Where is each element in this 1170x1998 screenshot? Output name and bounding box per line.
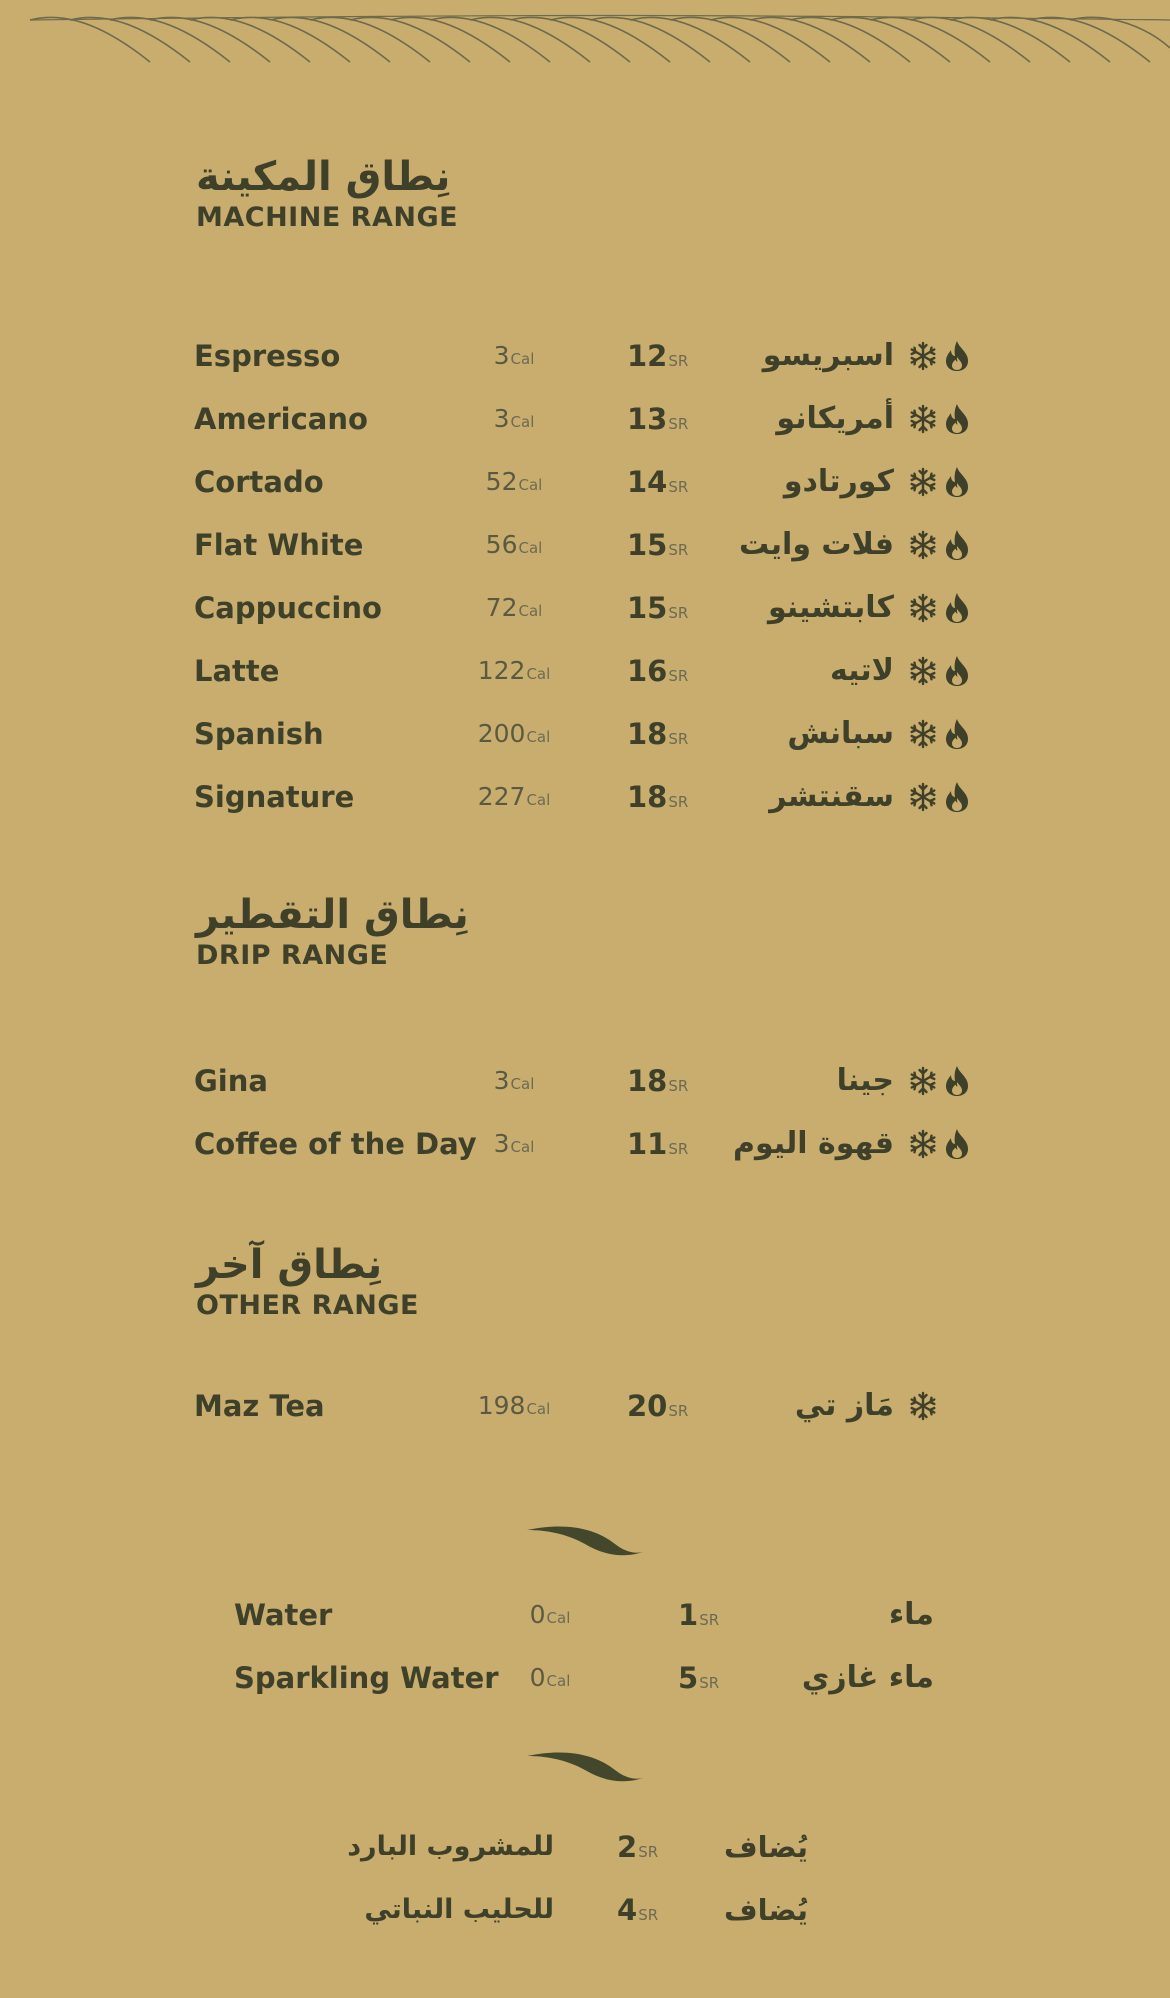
item-calories xyxy=(474,583,554,636)
currency-unit: SR xyxy=(668,604,689,622)
flame-icon xyxy=(944,529,970,561)
menu-item-row xyxy=(0,520,1170,570)
price-value: 20 xyxy=(627,1389,668,1423)
item-calories xyxy=(474,772,554,825)
item-price xyxy=(678,1653,719,1708)
flame-icon xyxy=(944,655,970,687)
calorie-unit: Cal xyxy=(546,1672,571,1690)
item-name-en: Water xyxy=(234,1598,333,1632)
calorie-unit: Cal xyxy=(518,476,543,494)
item-name-ar: جينا xyxy=(836,1063,894,1098)
menu-item-row xyxy=(0,646,1170,696)
calorie-unit: Cal xyxy=(518,602,543,620)
snowflake-icon xyxy=(908,404,938,434)
rope-border xyxy=(0,0,1170,80)
menu-item-row xyxy=(0,709,1170,759)
item-calories xyxy=(474,1119,554,1172)
snowflake-icon xyxy=(908,656,938,686)
item-name-en: Flat White xyxy=(194,528,364,562)
calorie-value: 198 xyxy=(477,1391,526,1420)
swoosh-divider xyxy=(525,1748,645,1788)
section-title-drip xyxy=(196,890,469,972)
price-value: 16 xyxy=(627,654,668,688)
temperature-icons xyxy=(908,1119,978,1169)
temperature-icons xyxy=(908,1381,978,1431)
item-calories xyxy=(474,646,554,699)
addon-label: يُضاف xyxy=(723,1893,808,1927)
calorie-unit: Cal xyxy=(510,413,535,431)
calorie-value: 3 xyxy=(493,1066,510,1095)
temperature-icons xyxy=(908,331,978,381)
item-calories xyxy=(510,1653,590,1706)
item-calories xyxy=(474,1056,554,1109)
currency-unit: SR xyxy=(699,1611,720,1629)
currency-unit: SR xyxy=(668,478,689,496)
temperature-icons xyxy=(908,772,978,822)
section-title-en: OTHER RANGE xyxy=(196,1290,419,1321)
section-title-other xyxy=(196,1240,419,1322)
item-price xyxy=(627,520,688,575)
calorie-unit: Cal xyxy=(510,350,535,368)
currency-unit: SR xyxy=(668,667,689,685)
item-name-en: Sparkling Water xyxy=(234,1661,499,1695)
flame-icon xyxy=(944,1128,970,1160)
calorie-value: 200 xyxy=(477,719,526,748)
item-name-en: Spanish xyxy=(194,717,324,751)
menu-item-row xyxy=(0,772,1170,822)
snowflake-icon xyxy=(908,593,938,623)
calorie-value: 56 xyxy=(485,530,518,559)
price-value: 12 xyxy=(627,339,668,373)
flame-icon xyxy=(944,592,970,624)
currency-unit: SR xyxy=(668,541,689,559)
temperature-icons xyxy=(908,1056,978,1106)
item-name-en: Americano xyxy=(194,402,368,436)
snowflake-icon xyxy=(908,1129,938,1159)
item-name-ar: لاتيه xyxy=(829,653,894,688)
menu-item-row xyxy=(0,457,1170,507)
calorie-value: 0 xyxy=(529,1600,546,1629)
section-title-machine xyxy=(196,152,458,234)
section-title-ar: نِطاق التقطير xyxy=(196,892,469,938)
flame-icon xyxy=(944,781,970,813)
currency-unit: SR xyxy=(668,793,689,811)
item-name-ar: اسبريسو xyxy=(762,338,894,373)
price-value: 2 xyxy=(617,1830,638,1864)
item-name-en: Gina xyxy=(194,1064,268,1098)
currency-unit: SR xyxy=(638,1906,659,1924)
item-price xyxy=(627,394,688,449)
item-name-ar: سقنتشر xyxy=(769,779,894,814)
swoosh-divider xyxy=(525,1522,645,1562)
price-value: 18 xyxy=(627,780,668,814)
section-title-en: DRIP RANGE xyxy=(196,940,389,971)
item-name-en: Espresso xyxy=(194,339,341,373)
item-name-ar: أمريكانو xyxy=(776,401,894,436)
calorie-value: 3 xyxy=(493,341,510,370)
calorie-value: 3 xyxy=(493,404,510,433)
menu-item-row xyxy=(0,583,1170,633)
snowflake-icon xyxy=(908,341,938,371)
menu-item-row xyxy=(0,1056,1170,1106)
menu-item-row xyxy=(0,1653,1170,1703)
item-name-ar: ماء xyxy=(888,1597,934,1632)
flame-icon xyxy=(944,403,970,435)
item-calories xyxy=(474,709,554,762)
item-calories xyxy=(474,331,554,384)
currency-unit: SR xyxy=(668,1140,689,1158)
calorie-unit: Cal xyxy=(510,1138,535,1156)
calorie-unit: Cal xyxy=(526,728,551,746)
addon-row xyxy=(0,1885,1170,1935)
item-price xyxy=(627,331,688,386)
calorie-value: 72 xyxy=(485,593,518,622)
item-name-en: Coffee of the Day xyxy=(194,1127,477,1161)
item-name-en: Cappuccino xyxy=(194,591,382,625)
item-price xyxy=(627,646,688,701)
item-price xyxy=(627,1119,688,1174)
currency-unit: SR xyxy=(668,1077,689,1095)
temperature-icons xyxy=(908,709,978,759)
menu-item-row xyxy=(0,1119,1170,1169)
price-value: 4 xyxy=(617,1893,638,1927)
flame-icon xyxy=(944,466,970,498)
item-price xyxy=(627,1056,688,1111)
item-name-en: Cortado xyxy=(194,465,324,499)
item-name-ar: مَاز تي xyxy=(794,1388,894,1423)
price-value: 14 xyxy=(627,465,668,499)
snowflake-icon xyxy=(908,1066,938,1096)
addon-price xyxy=(617,1822,658,1877)
item-name-ar: سبانش xyxy=(787,716,894,751)
price-value: 18 xyxy=(627,717,668,751)
menu-item-row xyxy=(0,331,1170,381)
price-value: 5 xyxy=(678,1661,699,1695)
snowflake-icon xyxy=(908,1391,938,1421)
temperature-icons xyxy=(908,394,978,444)
calorie-unit: Cal xyxy=(546,1609,571,1627)
item-name-ar: فلات وايت xyxy=(739,527,894,562)
item-price xyxy=(678,1590,719,1645)
addon-description: للحليب النباتي xyxy=(364,1894,554,1925)
item-name-ar: كابتشينو xyxy=(767,590,894,625)
addon-label: يُضاف xyxy=(723,1830,808,1864)
calorie-unit: Cal xyxy=(526,791,551,809)
calorie-value: 122 xyxy=(477,656,526,685)
price-value: 15 xyxy=(627,591,668,625)
calorie-unit: Cal xyxy=(526,665,551,683)
calorie-unit: Cal xyxy=(510,1075,535,1093)
calorie-value: 227 xyxy=(477,782,526,811)
item-name-ar: كورتادو xyxy=(783,464,894,499)
item-price xyxy=(627,709,688,764)
currency-unit: SR xyxy=(638,1843,659,1861)
price-value: 11 xyxy=(627,1127,668,1161)
item-calories xyxy=(474,520,554,573)
temperature-icons xyxy=(908,457,978,507)
temperature-icons xyxy=(908,646,978,696)
calorie-unit: Cal xyxy=(518,539,543,557)
item-calories xyxy=(510,1590,590,1643)
item-name-ar: ماء غازي xyxy=(801,1660,934,1695)
currency-unit: SR xyxy=(668,352,689,370)
section-title-ar: نِطاق المكينة xyxy=(196,154,451,200)
item-calories xyxy=(474,457,554,510)
item-calories xyxy=(474,394,554,447)
temperature-icons xyxy=(908,583,978,633)
section-title-ar: نِطاق آخر xyxy=(196,1242,383,1288)
snowflake-icon xyxy=(908,719,938,749)
flame-icon xyxy=(944,718,970,750)
menu-item-row xyxy=(0,1381,1170,1431)
addon-row xyxy=(0,1822,1170,1872)
addon-price xyxy=(617,1885,658,1940)
item-name-en: Signature xyxy=(194,780,355,814)
currency-unit: SR xyxy=(668,1402,689,1420)
item-name-en: Latte xyxy=(194,654,280,688)
item-calories xyxy=(474,1381,554,1434)
menu-item-row xyxy=(0,394,1170,444)
calorie-unit: Cal xyxy=(526,1400,551,1418)
item-price xyxy=(627,1381,688,1436)
currency-unit: SR xyxy=(668,730,689,748)
price-value: 18 xyxy=(627,1064,668,1098)
price-value: 15 xyxy=(627,528,668,562)
section-title-en: MACHINE RANGE xyxy=(196,202,459,233)
price-value: 1 xyxy=(678,1598,699,1632)
item-name-en: Maz Tea xyxy=(194,1389,325,1423)
calorie-value: 52 xyxy=(485,467,518,496)
flame-icon xyxy=(944,1065,970,1097)
snowflake-icon xyxy=(908,782,938,812)
currency-unit: SR xyxy=(668,415,689,433)
flame-icon xyxy=(944,340,970,372)
calorie-value: 3 xyxy=(493,1129,510,1158)
item-price xyxy=(627,457,688,512)
currency-unit: SR xyxy=(699,1674,720,1692)
item-name-ar: قهوة اليوم xyxy=(732,1126,894,1161)
snowflake-icon xyxy=(908,467,938,497)
item-price xyxy=(627,583,688,638)
addon-description: للمشروب البارد xyxy=(347,1831,554,1862)
calorie-value: 0 xyxy=(529,1663,546,1692)
temperature-icons xyxy=(908,520,978,570)
item-price xyxy=(627,772,688,827)
menu-item-row xyxy=(0,1590,1170,1640)
snowflake-icon xyxy=(908,530,938,560)
price-value: 13 xyxy=(627,402,668,436)
